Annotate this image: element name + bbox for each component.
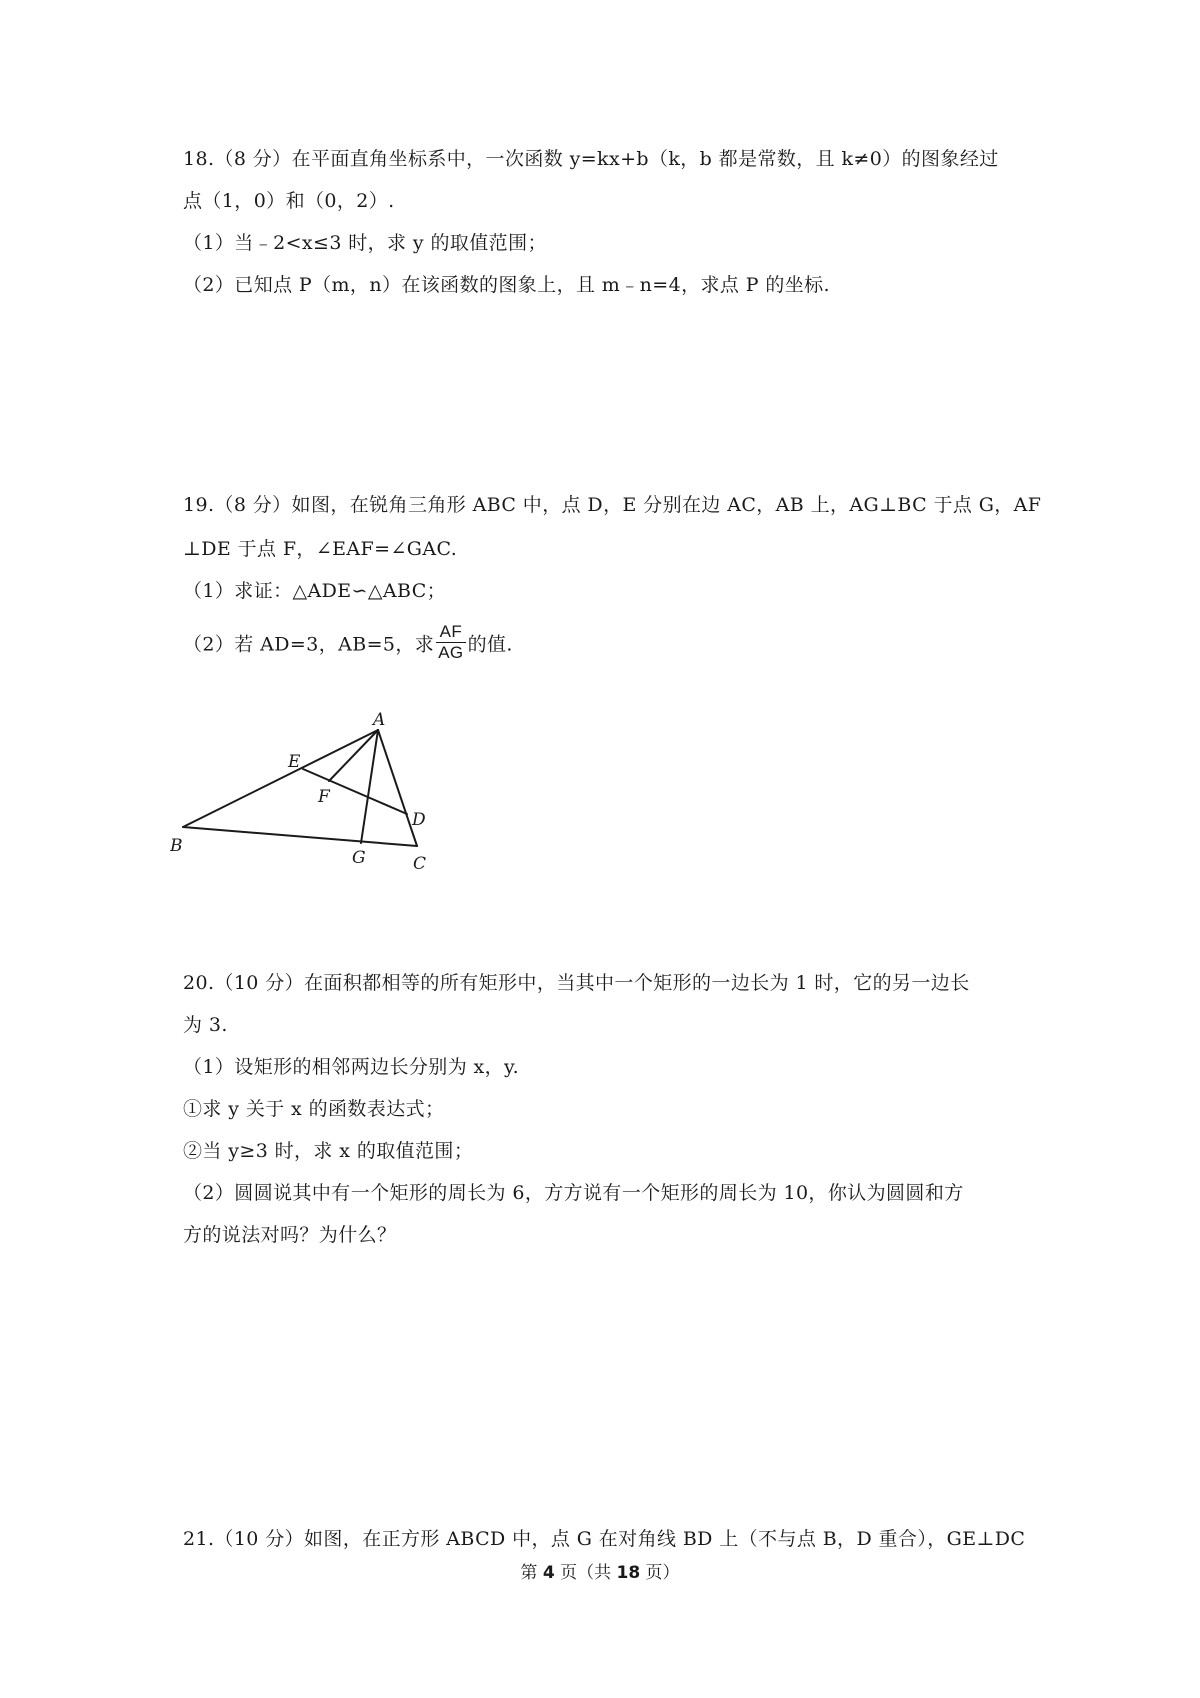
label-b: B — [170, 836, 183, 856]
triangle-abc-figure — [170, 712, 470, 952]
q19-stem-line2: ⊥DE 于点 F，∠EAF=∠GAC. — [183, 538, 458, 560]
fraction-af-over-ag — [436, 623, 465, 662]
q20-part2-line2: 方的说法对吗？为什么？ — [183, 1224, 397, 1246]
segment-ab — [183, 730, 378, 827]
q20-stem-line2: 为 3. — [183, 1014, 228, 1036]
q18-stem-line1: 18.（8 分）在平面直角坐标系中，一次函数 y=kx+b（k，b 都是常数，且 k≠0）的图象经过 — [183, 148, 999, 170]
q18-stem-line2: 点（1，0）和（0，2）. — [183, 190, 395, 212]
fraction-numerator: AF — [436, 623, 465, 643]
label-f: F — [318, 787, 330, 807]
footer-middle: 页（共 — [554, 1563, 617, 1583]
q20-part2-line1: （2）圆圆说其中有一个矩形的周长为 6，方方说有一个矩形的周长为 10，你认为圆圆和方 — [183, 1182, 964, 1204]
q18-part1: （1）当﹣2<x≤3 时，求 y 的取值范围； — [183, 232, 547, 254]
label-d: D — [412, 810, 426, 830]
q19-part2 — [183, 622, 513, 665]
q21-stem-line1: 21.（10 分）如图，在正方形 ABCD 中，点 G 在对角线 BD 上（不与点 B，D 重合），GE⊥DC — [183, 1528, 1026, 1550]
q19-part2-suffix: 的值. — [467, 633, 513, 656]
q20-sub1: ①求 y 关于 x 的函数表达式； — [183, 1098, 445, 1120]
q20-sub2: ②当 y≥3 时，求 x 的取值范围； — [183, 1140, 474, 1162]
q19-part2-prefix: （2）若 AD=3，AB=5，求 — [183, 633, 435, 656]
q18-part2: （2）已知点 P（m，n）在该函数的图象上，且 m﹣n=4，求点 P 的坐标. — [183, 274, 830, 296]
segment-ag — [361, 730, 378, 843]
current-page-number: 4 — [542, 1563, 555, 1583]
page-footer — [0, 1562, 1200, 1584]
label-g: G — [352, 848, 366, 868]
q20-stem-line1: 20.（10 分）在面积都相等的所有矩形中，当其中一个矩形的一边长为 1 时，它的另一边长 — [183, 972, 970, 994]
q19-part1: （1）求证：△ADE∽△ABC； — [183, 580, 447, 602]
footer-prefix: 第 — [520, 1563, 543, 1583]
label-c: C — [413, 854, 427, 874]
label-a: A — [373, 712, 386, 730]
q19-stem-line1: 19.（8 分）如图，在锐角三角形 ABC 中，点 D，E 分别在边 AC，AB 上，AG⊥BC 于点 G，AF — [183, 494, 1042, 516]
footer-suffix: 页） — [640, 1563, 680, 1583]
fraction-denominator: AG — [438, 643, 464, 662]
segment-bc — [183, 827, 417, 846]
total-page-count: 18 — [616, 1563, 641, 1583]
label-e: E — [288, 752, 301, 772]
q20-part1: （1）设矩形的相邻两边长分别为 x，y. — [183, 1056, 520, 1078]
